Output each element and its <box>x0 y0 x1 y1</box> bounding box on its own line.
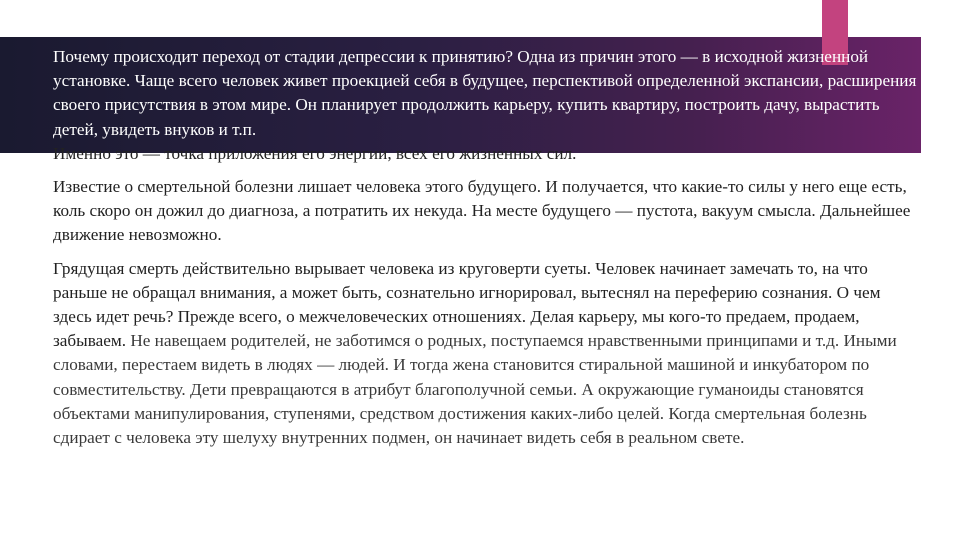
paragraph-diagnosis: Известие о смертельной болезни лишает человека этого будущего. И получается, что какие-то силы у него еще есть, коль скоро он дожил до диагноза, а потратить их некуда. На месте будущего — пустота, вакуум смысла. Дальнейшее движение невозможно. <box>53 177 911 245</box>
slide-text-body <box>53 45 919 450</box>
paragraph-intro: Почему происходит переход от стадии депрессии к принятию? Одна из причин этого — в исходной жизненной установке. Чаще всего человек живет проекцией себя в будущее, перспективой определенной экспансии, расширения своего присутствия в этом мире. Он планирует продолжить карьеру, купить квартиру, построить дачу, вырастить детей, увидеть внуков и т.п. <box>53 47 917 139</box>
paragraph-energy: Именно это — точка приложения его энергии, всех его жизненных сил. <box>53 143 577 163</box>
paragraph-relationships <box>53 257 919 451</box>
paragraph-relationships-lead: Грядущая смерть действительно вырывает человека из круговерти суеты. Человек начинает замечать то, на что раньше не обращал внимания, а может быть, сознательно игнорировал, вытеснял на переферию сознания. О чем здесь идет речь? Прежде всего, о межчеловеческих отношениях. Делая карьеру, мы кого-то предаем, продаем, забываем. <box>53 258 881 351</box>
paragraph-relationships-rest: Не навещаем родителей, не заботимся о родных, поступаемся нравственными принципами и т.д. Иными словами, перестаем видеть в людях — людей. И тогда жена становится стиральной машиной и инкубатором по совместительству. Дети превращаются в атрибут благополучной семьи. А окружающие гуманоиды становятся объектами манипулирования, ступенями, средством достижения каких-либо целей. Когда смертельная болезнь сдирает с человека эту шелуху внутренних подмен, он начинает видеть себя в реальном свете. <box>53 331 897 448</box>
